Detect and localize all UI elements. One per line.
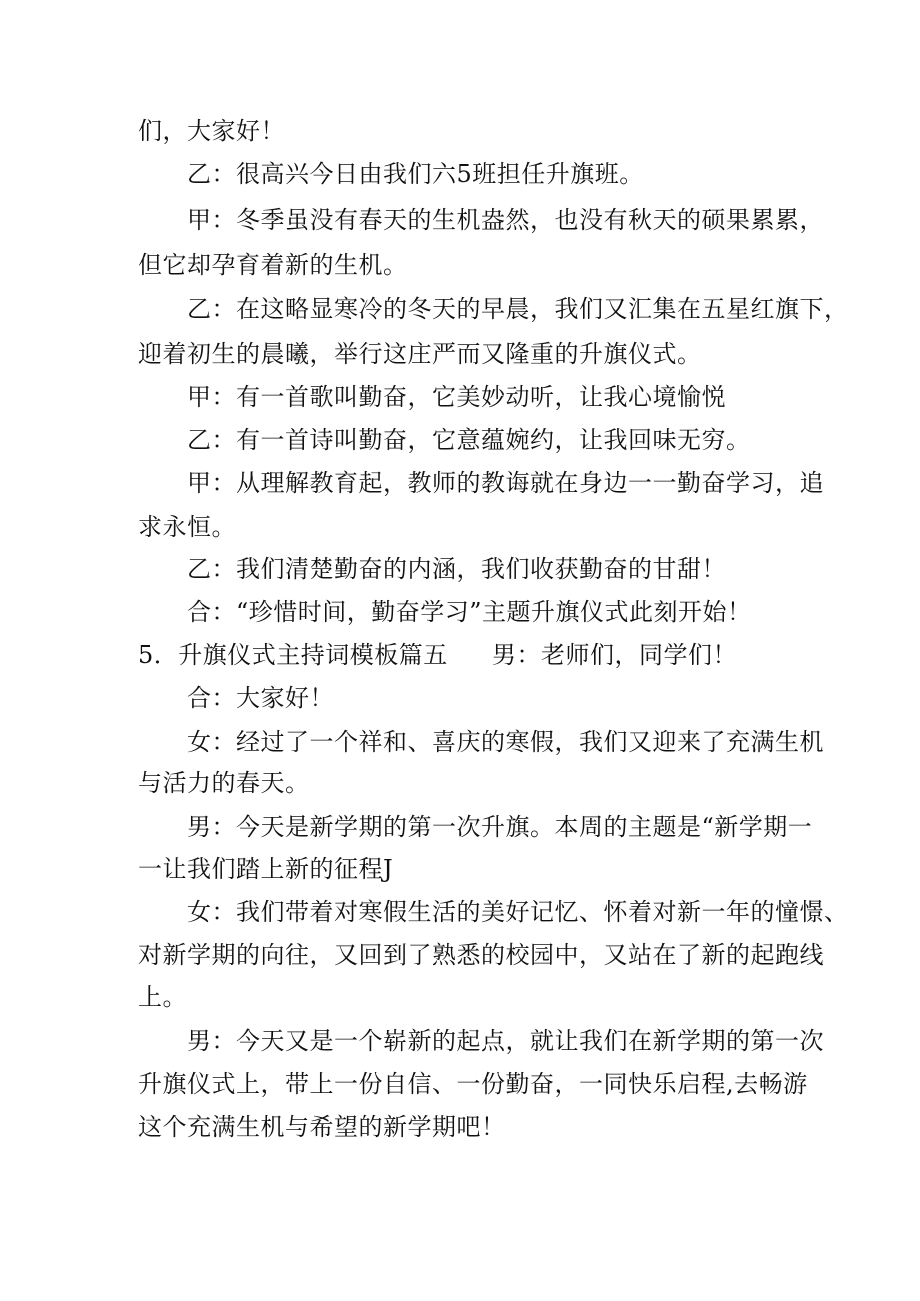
text-line: 上。 xyxy=(138,983,187,1011)
text-line: 男：今天是新学期的第一次升旗。本周的主题是“新学期一 xyxy=(187,813,813,841)
text-line: 男：老师们，同学们！ xyxy=(492,641,737,669)
text-line: 乙：很高兴今日由我们六5班担任升旗班。 xyxy=(187,160,644,188)
text-line: 这个充满生机与希望的新学期吧！ xyxy=(138,1113,506,1141)
text-line: 男：今天又是一个崭新的起点，就让我们在新学期的第一次 xyxy=(187,1027,824,1055)
text-line: 与活力的春天。 xyxy=(138,769,310,797)
text-line: 乙：有一首诗叫勤奋，它意蕴婉约，让我回味无穷。 xyxy=(187,426,751,454)
text-line: 迎着初生的晨曦，举行这庄严而又隆重的升旗仪式。 xyxy=(138,340,702,368)
text-line: 乙：我们清楚勤奋的内涵，我们收获勤奋的甘甜！ xyxy=(187,555,726,583)
text-line: 们，大家好！ xyxy=(138,117,285,145)
text-line: 合：大家好！ xyxy=(187,684,334,712)
text-line: 女：经过了一个祥和、喜庆的寒假，我们又迎来了充满生机 xyxy=(187,728,824,756)
section-heading: 5．升旗仪式主持词模板篇五 xyxy=(138,641,448,669)
text-line: 一让我们踏上新的征程J xyxy=(138,855,394,883)
text-line: 对新学期的向往，又回到了熟悉的校园中，又站在了新的起跑线 xyxy=(138,941,824,969)
text-line: 甲：从理解教育起，教师的教诲就在身边一一勤奋学习，追 xyxy=(187,469,824,497)
text-line: 合：“珍惜时间，勤奋学习”主题升旗仪式此刻开始！ xyxy=(187,598,752,626)
text-line: 乙：在这略显寒冷的冬天的早晨，我们又汇集在五星红旗下， xyxy=(187,295,849,323)
text-line: 女：我们带着对寒假生活的美好记忆、怀着对新一年的憧憬、 xyxy=(187,898,849,926)
text-line: 甲：有一首歌叫勤奋，它美妙动听，让我心境愉悦 xyxy=(187,383,726,411)
text-line: 但它却孕育着新的生机。 xyxy=(138,251,408,279)
text-line: 甲：冬季虽没有春天的生机盎然，也没有秋天的硕果累累， xyxy=(187,206,824,234)
text-line: 求永恒。 xyxy=(138,513,236,541)
text-line: 升旗仪式上，带上一份自信、一份勤奋，一同快乐启程,去畅游 xyxy=(138,1070,808,1098)
